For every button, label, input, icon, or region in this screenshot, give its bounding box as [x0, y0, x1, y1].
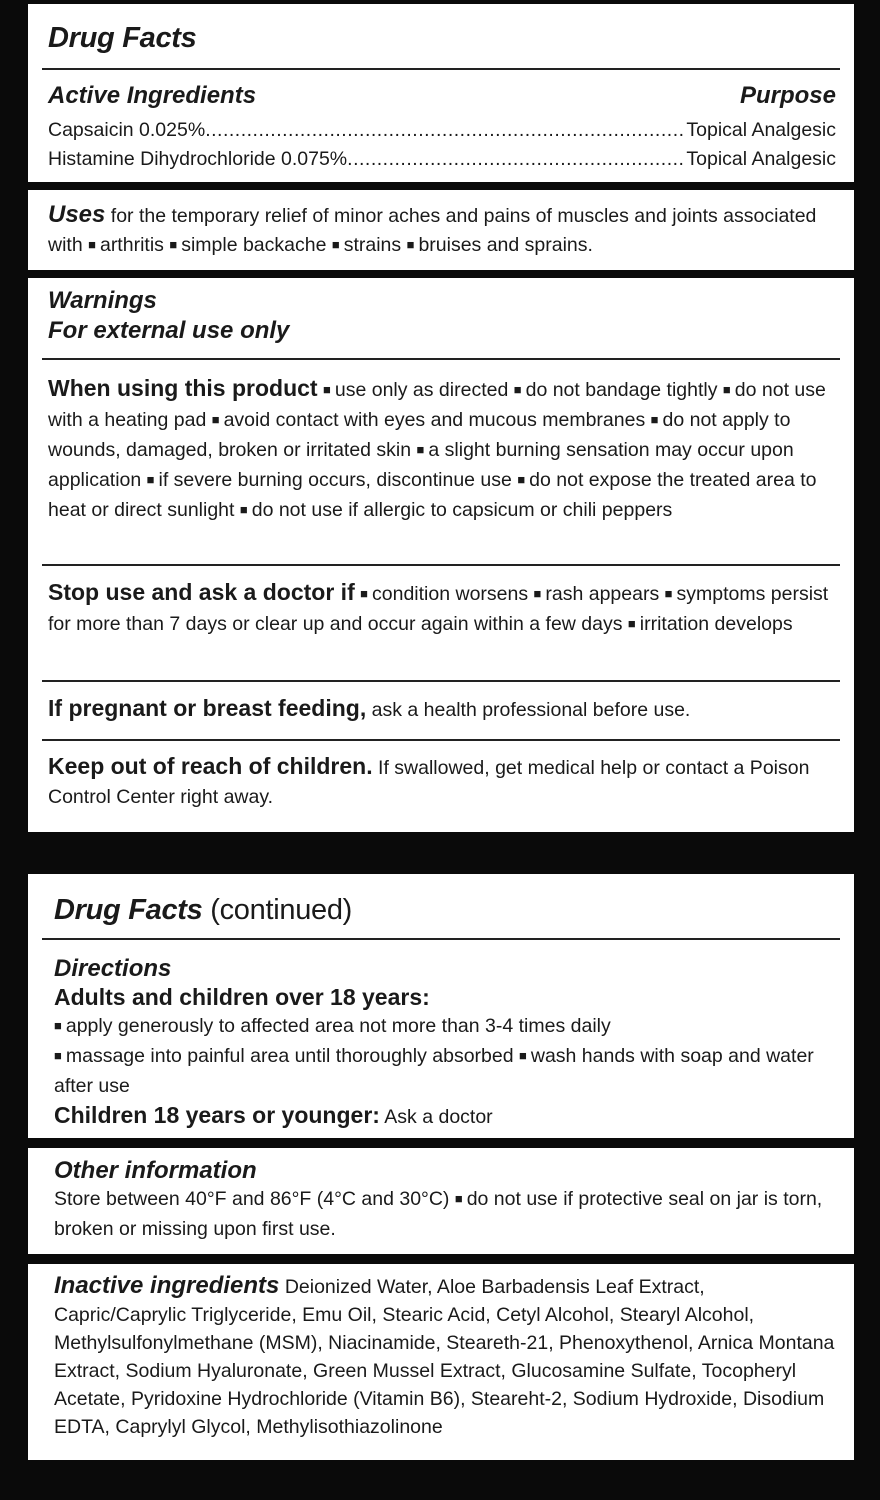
external-use-subheading: For external use only — [48, 317, 290, 344]
uses-panel — [28, 190, 854, 270]
bullet-icon: ■ — [533, 586, 542, 601]
purpose-heading: Purpose — [739, 82, 836, 109]
bullet-icon: ■ — [360, 586, 369, 601]
bullet-icon: ■ — [650, 412, 659, 427]
other-information-heading: Other information — [54, 1157, 257, 1184]
adults-heading: Adults and children over 18 years: — [54, 984, 430, 1010]
warnings-panel — [28, 278, 854, 832]
bullet-icon: ■ — [517, 472, 526, 487]
bullet-icon: ■ — [416, 442, 425, 457]
stop-use-item: irritation develops — [639, 613, 793, 635]
directions-heading: Directions — [54, 955, 172, 982]
drug-facts-continued-panel — [28, 874, 854, 1138]
bullet-icon: ■ — [519, 1048, 527, 1063]
bullet-icon: ■ — [454, 1191, 463, 1206]
inactive-ingredients-list: Deionized Water, Aloe Barbadensis Leaf Extract, Capric/Caprylic Triglyceride, Emu Oil, Stearic Acid, Cetyl Alcohol, Stearyl Alcohol, Methylsulfonylmethane (MSM), Niacinamide, Steareth-21, Phenoxythenol, Arnica Montana Extract, Sodium Hyaluronate, Green Mussel Extract, Glucosamine Sulfate, Tocopheryl Acetate, Pyridoxine Hydrochloride (Vitamin B6), Steareht-2, Sodium Hydroxide, Disodium EDTA, Caprylyl Glycol, Methylisothiazolinone — [54, 1276, 835, 1438]
leader-dots — [205, 116, 686, 145]
other-info-item: Store between 40°F and 86°F (4°C and 30°C) — [54, 1188, 450, 1210]
pregnant-advice: ask a health professional before use. — [371, 699, 691, 721]
direction-item: wash hands with soap and water after use — [54, 1045, 814, 1097]
bullet-icon: ■ — [627, 616, 636, 631]
inactive-ingredients-text — [54, 1272, 836, 1441]
warning-item: if severe burning occurs, discontinue use — [158, 469, 512, 491]
warning-item: a slight burning sensation may occur upon application — [48, 439, 794, 491]
active-ingredients-heading: Active Ingredients — [48, 82, 257, 109]
bullet-icon: ■ — [331, 237, 340, 252]
uses-intro: for the temporary relief of minor aches and pains of muscles and joints associated with — [48, 205, 817, 256]
divider — [42, 680, 840, 682]
stop-use-heading: Stop use and ask a doctor if — [48, 579, 355, 605]
keep-out-heading: Keep out of reach of children. — [48, 753, 373, 779]
stop-use-item: rash appears — [545, 583, 660, 605]
bullet-icon: ■ — [169, 237, 178, 252]
ingredient-row — [48, 116, 836, 145]
direction-line — [54, 1042, 836, 1101]
drug-facts-continued-title — [54, 894, 352, 927]
drug-facts-title: Drug Facts — [48, 22, 197, 54]
ingredient-name: Histamine Dihydrochloride 0.075% — [48, 148, 348, 170]
inactive-ingredients-heading: Inactive ingredients — [54, 1272, 280, 1299]
divider — [42, 68, 840, 70]
children-heading: Children 18 years or younger: — [54, 1102, 380, 1128]
warning-item: do not use with a heating pad — [48, 379, 826, 431]
when-using-heading: When using this product — [48, 375, 318, 401]
bullet-icon: ■ — [54, 1048, 62, 1063]
divider — [42, 358, 840, 360]
continued-label: (continued) — [210, 894, 353, 926]
leader-dots — [347, 145, 686, 174]
stop-use-item: symptoms persist for more than 7 days or clear up and occur again within a few days — [48, 583, 829, 635]
ingredient-row — [48, 145, 836, 174]
warning-item: do not bandage tightly — [525, 379, 718, 401]
directions-text — [54, 954, 836, 1132]
inactive-ingredients-panel — [28, 1264, 854, 1460]
drug-facts-title: Drug Facts — [54, 894, 203, 926]
bullet-icon: ■ — [54, 1018, 62, 1033]
warning-item: do not use if allergic to capsicum or chili peppers — [251, 499, 673, 521]
keep-out-advice: If swallowed, get medical help or contact a Poison Control Center right away. — [48, 757, 810, 808]
bullet-icon: ■ — [722, 382, 731, 397]
bullet-icon: ■ — [146, 472, 155, 487]
use-item: strains — [343, 234, 402, 256]
pregnant-heading: If pregnant or breast feeding, — [48, 695, 367, 721]
ingredient-purpose: Topical Analgesic — [686, 119, 836, 141]
warning-item: avoid contact with eyes and mucous membranes — [223, 409, 646, 431]
ingredient-purpose: Topical Analgesic — [686, 148, 836, 170]
other-information-panel — [28, 1148, 854, 1254]
divider — [42, 938, 840, 940]
divider — [42, 564, 840, 566]
ingredient-name: Capsaicin 0.025% — [48, 119, 206, 141]
uses-heading: Uses — [48, 201, 106, 228]
when-using-text — [48, 374, 836, 526]
pregnant-text — [48, 694, 836, 725]
other-information-text — [54, 1156, 836, 1244]
bullet-icon: ■ — [513, 382, 522, 397]
divider — [42, 739, 840, 741]
stop-use-text — [48, 578, 836, 640]
bullet-icon: ■ — [211, 412, 220, 427]
warning-item: do not expose the treated area to heat or direct sunlight — [48, 469, 817, 521]
other-info-item: do not use if protective seal on jar is torn, broken or missing upon first use. — [54, 1188, 823, 1240]
direction-item: apply generously to affected area not more than 3-4 times daily — [65, 1015, 611, 1037]
use-item: bruises and sprains. — [418, 234, 593, 256]
bullet-icon: ■ — [239, 502, 248, 517]
drug-facts-panel — [28, 4, 854, 182]
direction-item: massage into painful area until thoroughly absorbed — [65, 1045, 514, 1067]
children-line — [54, 1101, 836, 1132]
warning-item: use only as directed — [334, 379, 509, 401]
use-item: simple backache — [181, 234, 327, 256]
bullet-icon: ■ — [406, 237, 415, 252]
keep-out-text — [48, 752, 836, 812]
warnings-heading: Warnings — [48, 287, 157, 314]
direction-line — [54, 1012, 836, 1042]
warnings-heading-block — [48, 286, 836, 346]
bullet-icon: ■ — [323, 382, 331, 397]
ingredients-header — [48, 82, 836, 112]
bullet-icon: ■ — [664, 586, 673, 601]
warning-item: do not apply to wounds, damaged, broken or irritated skin — [48, 409, 791, 461]
bullet-icon: ■ — [88, 237, 96, 252]
stop-use-item: condition worsens — [372, 583, 529, 605]
uses-text — [48, 200, 836, 261]
children-advice: Ask a doctor — [384, 1106, 493, 1128]
use-item: arthritis — [99, 234, 164, 256]
